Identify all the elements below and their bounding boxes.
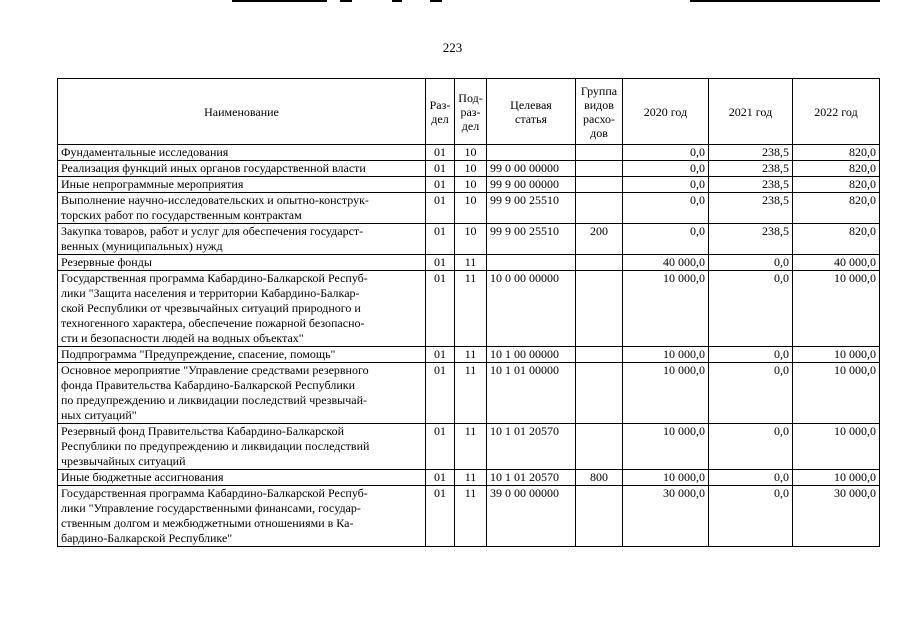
cell-target: 10 0 00 00000	[487, 271, 576, 347]
cell-2021: 238,5	[709, 177, 793, 193]
cell-target: 10 1 01 20570	[487, 470, 576, 486]
cell-2021: 0,0	[709, 470, 793, 486]
cell-2021: 238,5	[709, 224, 793, 255]
table-header-row	[58, 79, 880, 145]
cell-2020: 40 000,0	[623, 255, 709, 271]
table-row	[58, 271, 880, 347]
cell-subsection: 11	[455, 347, 487, 363]
table-row	[58, 255, 880, 271]
cell-target	[487, 145, 576, 161]
cell-subsection: 10	[455, 193, 487, 224]
cell-section: 01	[426, 255, 455, 271]
cell-section: 01	[426, 224, 455, 255]
cell-2020: 0,0	[623, 177, 709, 193]
cell-section: 01	[426, 177, 455, 193]
cell-name: Государственная программа Кабардино-Балкарской Респуб- лики "Управление государственными финансами, государ- ственным долгом и межбюджетными отношениями в Ка- бардино-Балкарской Республике"	[58, 486, 426, 547]
table-row	[58, 363, 880, 424]
cell-section: 01	[426, 363, 455, 424]
cell-expense-group	[576, 161, 623, 177]
cell-subsection: 10	[455, 145, 487, 161]
cell-2020: 30 000,0	[623, 486, 709, 547]
cell-2020: 0,0	[623, 161, 709, 177]
cell-name: Выполнение научно-исследовательских и опытно-конструк- торских работ по государственным контрактам	[58, 193, 426, 224]
table-row	[58, 161, 880, 177]
cell-expense-group	[576, 255, 623, 271]
header-target-label: Целевая статья	[510, 97, 552, 126]
cell-name: Резервный фонд Правительства Кабардино-Балкарской Республики по предупреждению и ликвидации последствий чрезвычайных ситуаций	[58, 424, 426, 470]
header-2022: 2022 год	[793, 79, 880, 145]
header-expense-group	[576, 79, 623, 145]
cell-subsection: 10	[455, 161, 487, 177]
cell-2022: 820,0	[793, 224, 880, 255]
cell-subsection: 10	[455, 177, 487, 193]
cell-2020: 10 000,0	[623, 470, 709, 486]
cell-2020: 10 000,0	[623, 347, 709, 363]
cell-2022: 40 000,0	[793, 255, 880, 271]
cell-target: 10 1 01 20570	[487, 424, 576, 470]
cell-target	[487, 255, 576, 271]
cell-2022: 10 000,0	[793, 271, 880, 347]
cell-2021: 238,5	[709, 145, 793, 161]
cell-subsection: 11	[455, 424, 487, 470]
table-row	[58, 224, 880, 255]
cell-subsection: 11	[455, 363, 487, 424]
cell-2022: 820,0	[793, 161, 880, 177]
cell-subsection: 10	[455, 224, 487, 255]
cell-2022: 10 000,0	[793, 470, 880, 486]
cell-name: Реализация функций иных органов государственной власти	[58, 161, 426, 177]
header-subsection-label: Под- раз- дел	[458, 90, 483, 133]
cell-section: 01	[426, 271, 455, 347]
cell-target: 39 0 00 00000	[487, 486, 576, 547]
cell-section: 01	[426, 193, 455, 224]
cell-2022: 10 000,0	[793, 424, 880, 470]
cell-2021: 0,0	[709, 347, 793, 363]
header-2020: 2020 год	[623, 79, 709, 145]
cell-target: 99 9 00 25510	[487, 193, 576, 224]
cell-expense-group	[576, 486, 623, 547]
cell-subsection: 11	[455, 255, 487, 271]
cell-target: 99 9 00 25510	[487, 224, 576, 255]
cell-2020: 0,0	[623, 145, 709, 161]
cell-target: 10 1 01 00000	[487, 363, 576, 424]
header-section-label: Раз- дел	[429, 97, 451, 126]
table-row	[58, 486, 880, 547]
cell-name: Основное мероприятие "Управление средствами резервного фонда Правительства Кабардино-Балкарской Республики по предупреждению и ликвидации последствий чрезвычай- ных ситуаций"	[58, 363, 426, 424]
cell-name: Закупка товаров, работ и услуг для обеспечения государст- венных (муниципальных) нужд	[58, 224, 426, 255]
cell-target: 99 9 00 00000	[487, 177, 576, 193]
table-row	[58, 347, 880, 363]
cell-subsection: 11	[455, 271, 487, 347]
cell-target: 10 1 00 00000	[487, 347, 576, 363]
table-row	[58, 424, 880, 470]
cell-expense-group	[576, 347, 623, 363]
cell-2022: 820,0	[793, 193, 880, 224]
cell-2020: 10 000,0	[623, 271, 709, 347]
cell-section: 01	[426, 145, 455, 161]
cell-2020: 0,0	[623, 193, 709, 224]
cell-2022: 10 000,0	[793, 363, 880, 424]
cell-section: 01	[426, 161, 455, 177]
header-expense-group-label: Группа видов расхо- дов	[580, 83, 618, 140]
table-row	[58, 470, 880, 486]
cell-expense-group	[576, 177, 623, 193]
table-row	[58, 193, 880, 224]
cell-expense-group	[576, 424, 623, 470]
cell-name: Фундаментальные исследования	[58, 145, 426, 161]
cell-2021: 238,5	[709, 161, 793, 177]
cell-expense-group	[576, 145, 623, 161]
cell-2022: 820,0	[793, 177, 880, 193]
table-row	[58, 177, 880, 193]
cell-expense-group: 200	[576, 224, 623, 255]
cell-name: Подпрограмма "Предупреждение, спасение, помощь"	[58, 347, 426, 363]
cell-2022: 30 000,0	[793, 486, 880, 547]
cell-section: 01	[426, 424, 455, 470]
cell-subsection: 11	[455, 470, 487, 486]
cell-2020: 0,0	[623, 224, 709, 255]
cell-name: Иные бюджетные ассигнования	[58, 470, 426, 486]
cell-name: Иные непрограммные мероприятия	[58, 177, 426, 193]
cell-subsection: 11	[455, 486, 487, 547]
cell-2021: 0,0	[709, 271, 793, 347]
cell-expense-group	[576, 363, 623, 424]
cell-2021: 238,5	[709, 193, 793, 224]
cell-name: Резервные фонды	[58, 255, 426, 271]
cell-name: Государственная программа Кабардино-Балкарской Респуб- лики "Защита населения и территории Кабардино-Балкар- ской Республики от чрезвычайных ситуаций природного и техногенного характера, обеспечение пожарной безопасно- сти и безопасности людей на водных объектах"	[58, 271, 426, 347]
header-2021: 2021 год	[709, 79, 793, 145]
header-subsection	[455, 79, 487, 145]
cell-2021: 0,0	[709, 255, 793, 271]
header-target	[487, 79, 576, 145]
cell-2021: 0,0	[709, 486, 793, 547]
cell-2020: 10 000,0	[623, 363, 709, 424]
cell-2022: 10 000,0	[793, 347, 880, 363]
cell-target: 99 0 00 00000	[487, 161, 576, 177]
cell-section: 01	[426, 486, 455, 547]
cell-section: 01	[426, 347, 455, 363]
cell-2022: 820,0	[793, 145, 880, 161]
cell-2021: 0,0	[709, 424, 793, 470]
cell-section: 01	[426, 470, 455, 486]
top-edge-lines	[0, 0, 905, 4]
cell-expense-group: 800	[576, 470, 623, 486]
cell-2020: 10 000,0	[623, 424, 709, 470]
page-number: 223	[442, 40, 463, 55]
table-row	[58, 145, 880, 161]
cell-2021: 0,0	[709, 363, 793, 424]
cell-expense-group	[576, 193, 623, 224]
budget-table	[57, 78, 880, 547]
header-name: Наименование	[58, 79, 426, 145]
cell-expense-group	[576, 271, 623, 347]
header-section	[426, 79, 455, 145]
